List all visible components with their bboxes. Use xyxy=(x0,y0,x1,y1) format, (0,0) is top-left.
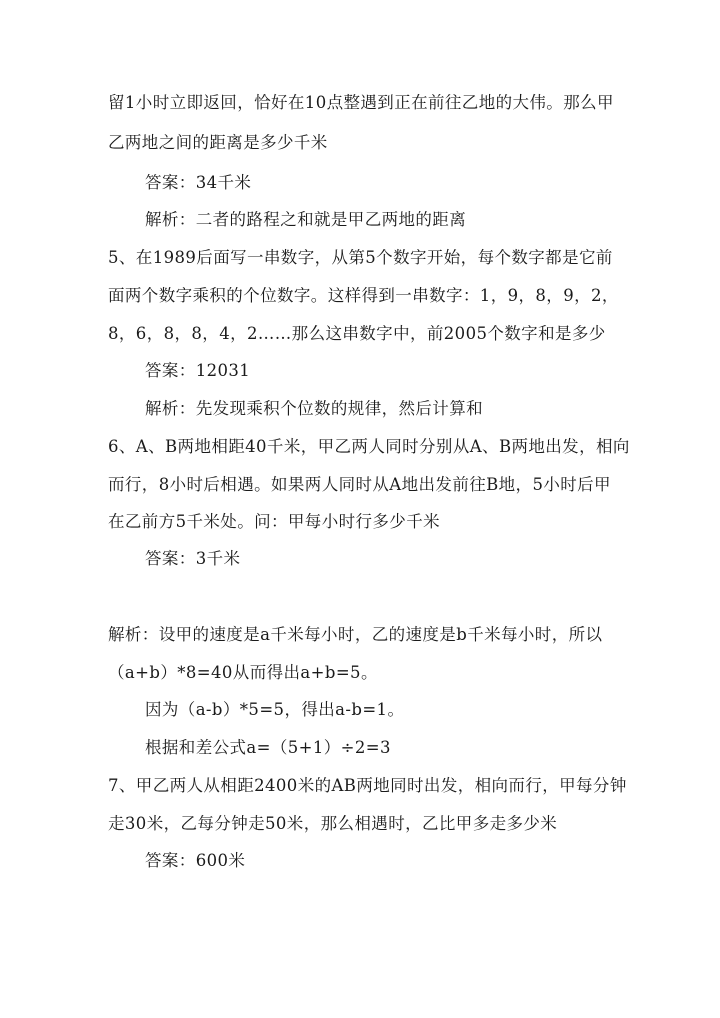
text-line: 走30米，乙每分钟走50米，那么相遇时，乙比甲多走多少米 xyxy=(108,814,558,833)
text-line: （a+b）*8=40从而得出a+b=5。 xyxy=(108,663,378,682)
question-line: 7、甲乙两人从相距2400米的AB两地同时出发，相向而行，甲每分钟 xyxy=(108,776,627,795)
question-line: 5、在1989后面写一串数字，从第5个数字开始，每个数字都是它前 xyxy=(108,248,613,267)
text-line: 乙两地之间的距离是多少千米 xyxy=(108,133,328,152)
answer-line: 答案：3千米 xyxy=(145,549,241,568)
answer-line: 答案：34千米 xyxy=(145,173,252,192)
text-line: 在乙前方5千米处。问：甲每小时行多少千米 xyxy=(108,512,440,531)
explanation-line: 解析：二者的路程之和就是甲乙两地的距离 xyxy=(145,210,467,229)
explanation-line: 解析：设甲的速度是a千米每小时，乙的速度是b千米每小时，所以 xyxy=(108,625,603,644)
question-line: 6、A、B两地相距40千米，甲乙两人同时分别从A、B两地出发，相向 xyxy=(108,437,630,456)
text-line: 而行，8小时后相遇。如果两人同时从A地出发前往B地，5小时后甲 xyxy=(108,475,611,494)
answer-line: 答案：600米 xyxy=(145,851,246,870)
text-line: 因为（a-b）*5=5，得出a-b=1。 xyxy=(145,700,405,719)
explanation-line: 解析：先发现乘积个位数的规律，然后计算和 xyxy=(145,399,483,418)
text-line: 根据和差公式a=（5+1）÷2=3 xyxy=(145,738,391,757)
answer-line: 答案：12031 xyxy=(145,361,251,380)
text-line: 8，6，8，8，4，2……那么这串数字中，前2005个数字和是多少 xyxy=(108,324,606,343)
text-line: 面两个数字乘积的个位数字。这样得到一串数字：1，9，8，9，2， xyxy=(108,286,619,305)
text-line: 留1小时立即返回，恰好在10点整遇到正在前往乙地的大伟。那么甲 xyxy=(108,93,614,112)
